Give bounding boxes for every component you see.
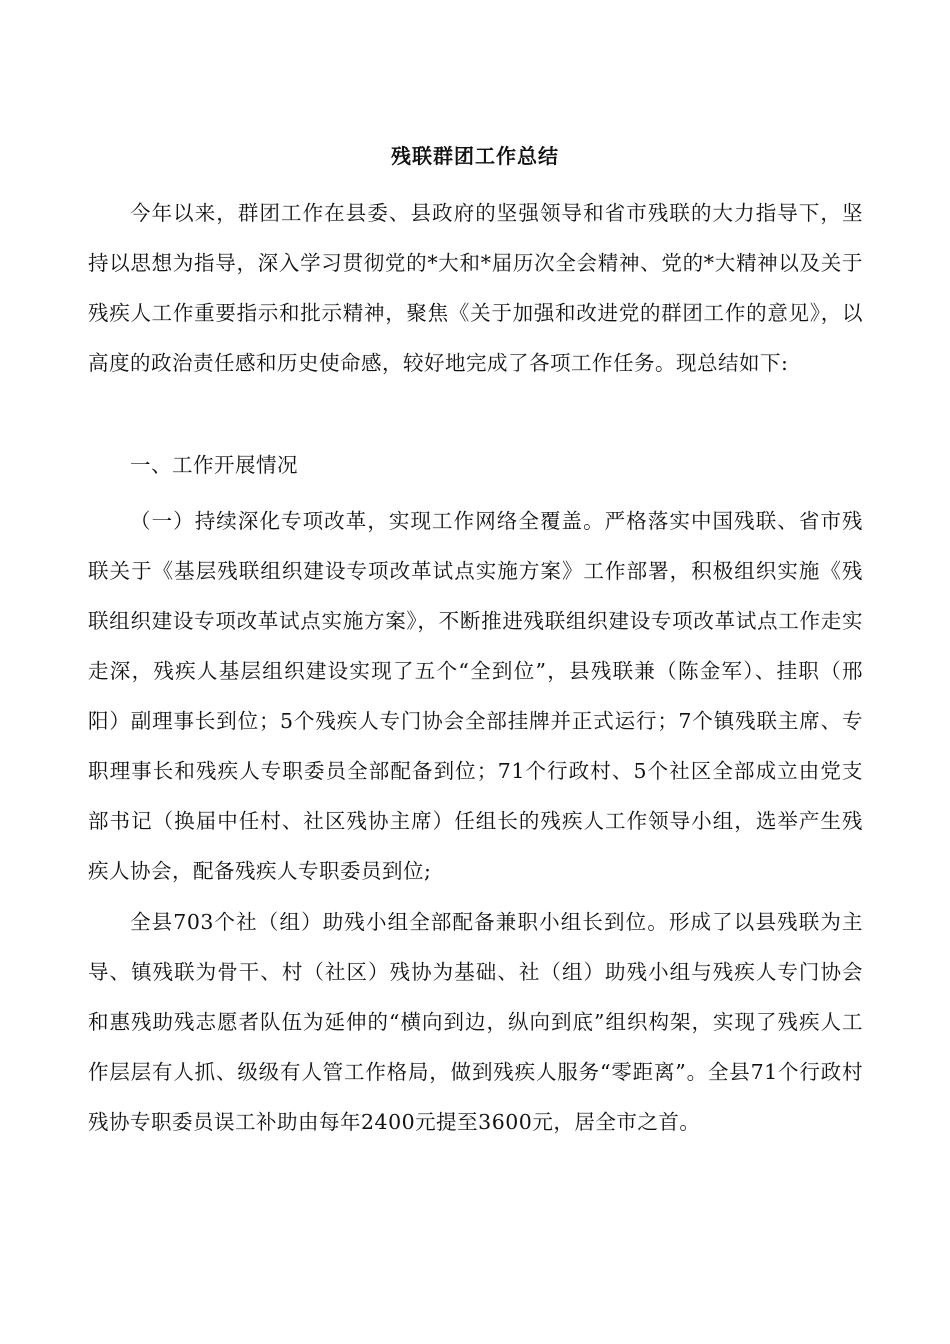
intro-paragraph: 今年以来，群团工作在县委、县政府的坚强领导和省市残联的大力指导下，坚持以思想为指导，深入学习贯彻党的*大和*届历次全会精神、党的*大精神以及关于残疾人工作重要指示和批示精神，聚焦《关于加强和改进党的群团工作的意见》，以高度的政治责任感和历史使命感，较好地完成了各项工作任务。现总结如下: [88,201,863,375]
document-title: 残联群团工作总结 [391,144,559,168]
subsection-paragraph-reform: （一）持续深化专项改革，实现工作网络全覆盖。严格落实中国残联、省市残联关于《基层残联组织建设专项改革试点实施方案》工作部署，积极组织实施《残联组织建设专项改革试点实施方案》，不断推进残联组织建设专项改革试点工作走实走深，残疾人基层组织建设实现了五个“全到位”，县残联兼（陈金军）、挂职（邢阳）副理事长到位；5个残疾人专门协会全部挂牌并正式运行；7个镇残联主席、专职理事长和残疾人专职委员全部配备到位；71个行政村、5个社区全部成立由党支部书记（换届中任村、社区残协主席）任组长的残疾人工作领导小组，选举产生残疾人协会，配备残疾人专职委员到位; [88,509,863,883]
section-heading-work-status: 一、工作开展情况 [130,453,298,477]
paragraph-county-groups: 全县703个社（组）助残小组全部配备兼职小组长到位。形成了以县残联为主导、镇残联为骨干、村（社区）残协为基础、社（组）助残小组与残疾人专门协会和惠残助残志愿者队伍为延伸的“横向到边，纵向到底”组织构架，实现了残疾人工作层层有人抓、级级有人管工作格局，做到残疾人服务“零距离”。全县71个行政村残协专职委员误工补助由每年2400元提至3600元，居全市之首。 [88,910,863,1134]
